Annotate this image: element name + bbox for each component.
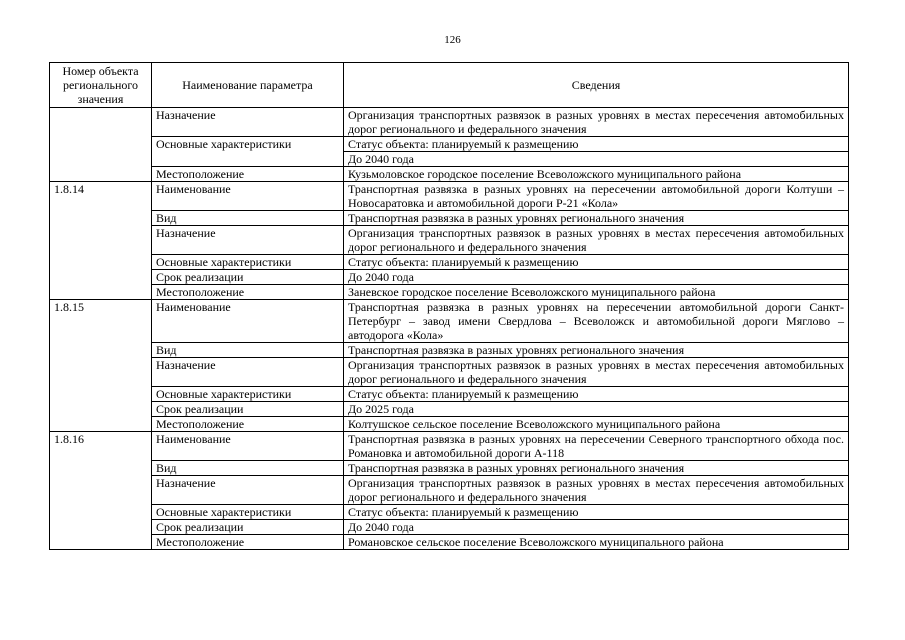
details-cell: Организация транспортных развязок в разных уровнях в местах пересечения автомобильных дорог регионального и федерального значения [344, 108, 849, 137]
table-row [50, 226, 849, 255]
parameter-name-cell: Местоположение [152, 285, 344, 300]
object-number-cell [50, 108, 152, 182]
parameter-name-cell: Местоположение [152, 535, 344, 550]
table-row [50, 520, 849, 535]
details-cell: До 2040 года [344, 152, 849, 167]
details-cell: Статус объекта: планируемый к размещению [344, 505, 849, 520]
table-row [50, 167, 849, 182]
table-row [50, 211, 849, 226]
parameter-name-cell: Местоположение [152, 417, 344, 432]
details-cell: Кузьмоловское городское поселение Всеволожского муниципального района [344, 167, 849, 182]
details-cell: Заневское городское поселение Всеволожского муниципального района [344, 285, 849, 300]
details-cell: Колтушское сельское поселение Всеволожского муниципального района [344, 417, 849, 432]
parameter-name-cell: Назначение [152, 476, 344, 505]
table-row [50, 255, 849, 270]
header-details: Сведения [344, 63, 849, 108]
table-row [50, 108, 849, 137]
details-cell: Транспортная развязка в разных уровнях регионального значения [344, 343, 849, 358]
parameter-name-cell: Наименование [152, 300, 344, 343]
table-row [50, 461, 849, 476]
parameters-table [49, 62, 849, 550]
table-row [50, 358, 849, 387]
parameter-name-cell: Срок реализации [152, 520, 344, 535]
details-cell: До 2040 года [344, 520, 849, 535]
details-cell: Транспортная развязка в разных уровнях на пересечении автомобильной дороги Колтуши – Новосаратовка и автомобильной дороги Р-21 «Кола» [344, 182, 849, 211]
details-cell: Статус объекта: планируемый к размещению [344, 255, 849, 270]
details-cell: Транспортная развязка в разных уровнях на пересечении автомобильной дороги Санкт-Петербург – завод имени Свердлова – Всеволожск и автомобильной дороги Мяглово – автодорога «Кола» [344, 300, 849, 343]
parameter-name-cell: Вид [152, 461, 344, 476]
details-cell: Романовское сельское поселение Всеволожского муниципального района [344, 535, 849, 550]
details-cell: Организация транспортных развязок в разных уровнях в местах пересечения автомобильных дорог регионального и федерального значения [344, 476, 849, 505]
details-cell: Транспортная развязка в разных уровнях на пересечении Северного транспортного обхода пос. Романовка и автомобильной дороги А-118 [344, 432, 849, 461]
details-cell: Транспортная развязка в разных уровнях регионального значения [344, 211, 849, 226]
table-row [50, 402, 849, 417]
table-header-row [50, 63, 849, 108]
parameter-name-cell: Наименование [152, 182, 344, 211]
table-row [50, 300, 849, 343]
table-row [50, 505, 849, 520]
object-number-cell: 1.8.16 [50, 432, 152, 550]
table-row [50, 417, 849, 432]
parameter-name-cell: Основные характеристики [152, 387, 344, 402]
details-cell: Статус объекта: планируемый к размещению [344, 137, 849, 152]
parameter-name-cell: Основные характеристики [152, 505, 344, 520]
table-row [50, 270, 849, 285]
parameter-name-cell: Наименование [152, 432, 344, 461]
table-row [50, 432, 849, 461]
parameter-name-cell: Назначение [152, 108, 344, 137]
parameter-name-cell: Вид [152, 211, 344, 226]
table-row [50, 182, 849, 211]
header-object-number: Номер объекта регионального значения [50, 63, 152, 108]
details-cell: Организация транспортных развязок в разных уровнях в местах пересечения автомобильных дорог регионального и федерального значения [344, 358, 849, 387]
parameter-name-cell: Вид [152, 343, 344, 358]
header-parameter-name: Наименование параметра [152, 63, 344, 108]
details-cell: До 2025 года [344, 402, 849, 417]
parameter-name-cell: Основные характеристики [152, 137, 344, 167]
parameter-name-cell: Основные характеристики [152, 255, 344, 270]
details-cell: Организация транспортных развязок в разных уровнях в местах пересечения автомобильных дорог регионального и федерального значения [344, 226, 849, 255]
table-row [50, 137, 849, 152]
table-row [50, 285, 849, 300]
table-row [50, 343, 849, 358]
table-row [50, 535, 849, 550]
table-row [50, 387, 849, 402]
parameter-name-cell: Срок реализации [152, 402, 344, 417]
object-number-cell: 1.8.15 [50, 300, 152, 432]
parameter-name-cell: Срок реализации [152, 270, 344, 285]
page-number: 126 [444, 34, 461, 46]
details-cell: До 2040 года [344, 270, 849, 285]
parameter-name-cell: Назначение [152, 358, 344, 387]
details-cell: Статус объекта: планируемый к размещению [344, 387, 849, 402]
table-row [50, 476, 849, 505]
object-number-cell: 1.8.14 [50, 182, 152, 300]
details-cell: Транспортная развязка в разных уровнях регионального значения [344, 461, 849, 476]
parameter-name-cell: Местоположение [152, 167, 344, 182]
parameter-name-cell: Назначение [152, 226, 344, 255]
